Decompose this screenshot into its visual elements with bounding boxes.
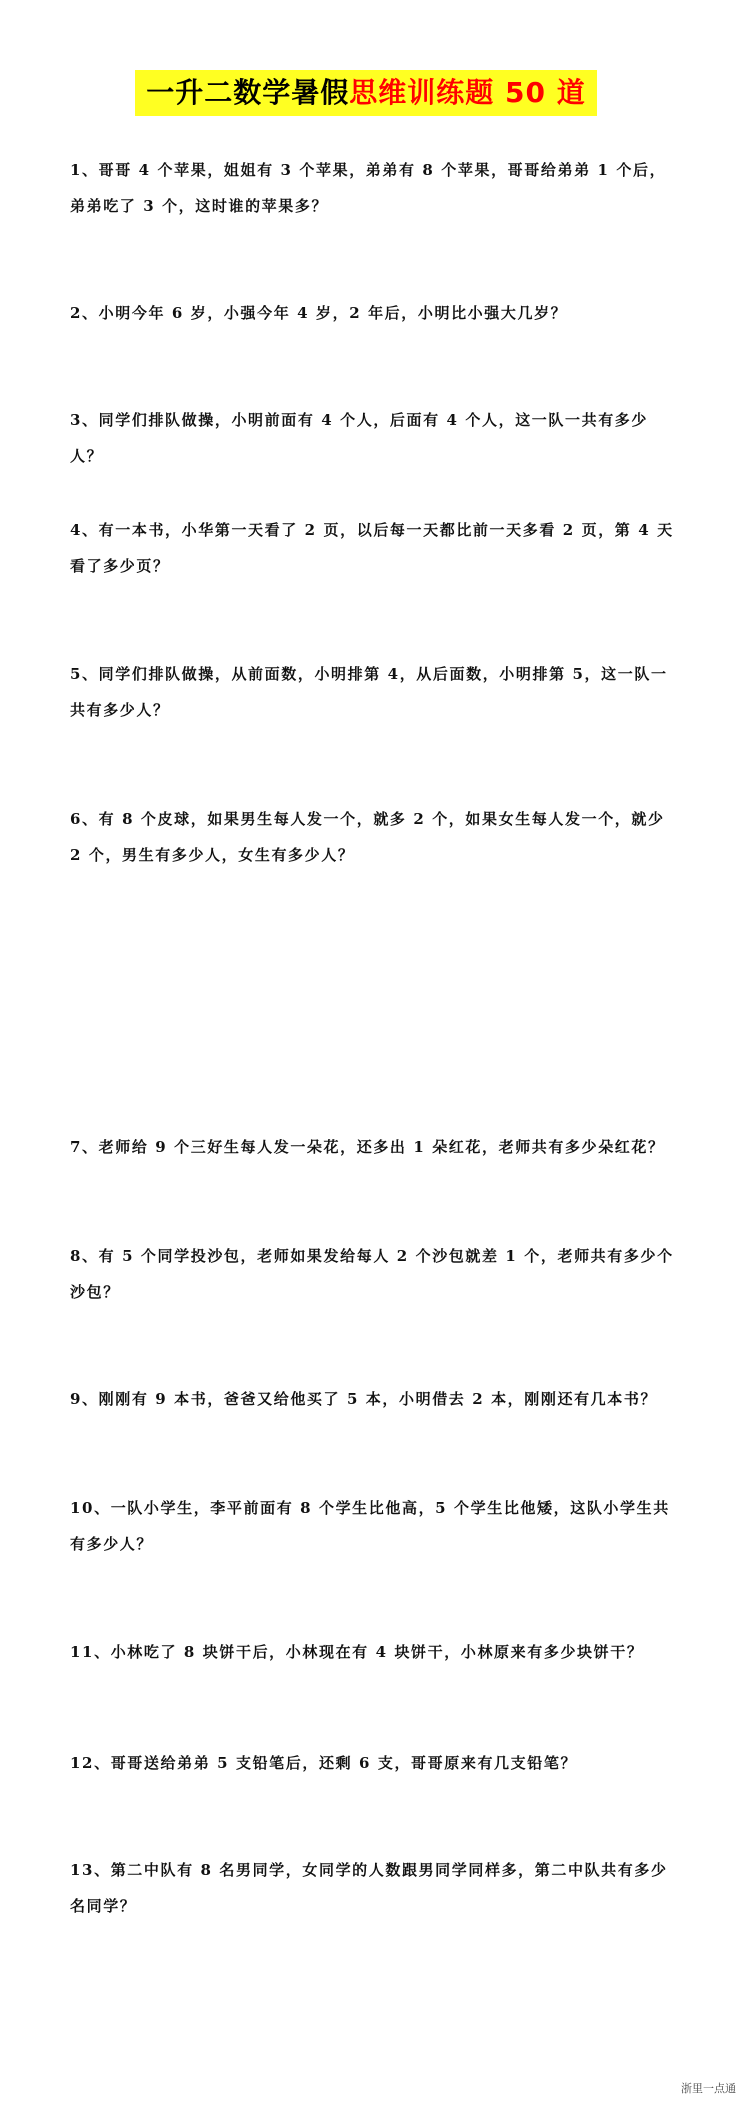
question-text: 一队小学生，李平前面有 8 个学生比他高，5 个学生比他矮，这队小学生共有多少人？ [70,1499,670,1553]
question-9 [70,1381,680,1417]
question-text: 有一本书，小华第一天看了 2 页，以后每一天都比前一天多看 2 页，第 4 天看了多少页？ [70,521,674,575]
question-1 [70,152,680,224]
question-11 [70,1634,680,1670]
question-text: 有 8 个皮球，如果男生每人发一个，就多 2 个，如果女生每人发一个，就少 2 个，男生有多少人，女生有多少人？ [70,810,665,864]
question-3 [70,402,680,474]
watermark: 浙里一点通 [681,2082,736,2095]
question-text: 小明今年 6 岁，小强今年 4 岁，2 年后，小明比小强大几岁？ [98,304,568,322]
question-number: 2、 [70,304,99,322]
page-title [135,70,597,116]
question-5 [70,656,680,728]
question-13 [70,1852,680,1924]
question-text: 老师给 9 个三好生每人发一朵花，还多出 1 朵红花，老师共有多少朵红花？ [98,1138,665,1156]
question-text: 第二中队有 8 名男同学，女同学的人数跟男同学同样多，第二中队共有多少名同学？ [70,1861,668,1915]
question-text: 同学们排队做操，小明前面有 4 个人，后面有 4 个人，这一队一共有多少人？ [70,411,649,465]
question-7 [70,1129,680,1165]
question-10 [70,1490,680,1562]
question-number: 1、 [70,161,99,179]
question-number: 13、 [70,1861,111,1879]
question-number: 6、 [70,810,99,828]
question-8 [70,1238,680,1310]
title-black-part: 一升二数学暑假 [146,76,350,109]
question-text: 哥哥 4 个苹果，姐姐有 3 个苹果，弟弟有 8 个苹果，哥哥给弟弟 1 个后，弟弟吃了 3 个，这时谁的苹果多？ [70,161,667,215]
question-number: 12、 [70,1754,111,1772]
question-text: 有 5 个同学投沙包，老师如果发给每人 2 个沙包就差 1 个，老师共有多少个沙包？ [70,1247,674,1301]
question-12 [70,1745,680,1781]
question-number: 9、 [70,1390,99,1408]
question-number: 7、 [70,1138,99,1156]
question-text: 小林吃了 8 块饼干后，小林现在有 4 块饼干，小林原来有多少块饼干？ [110,1643,644,1661]
title-red-part: 思维训练题 50 道 [349,76,586,109]
question-6 [70,801,680,873]
question-text: 同学们排队做操，从前面数，小明排第 4，从后面数，小明排第 5，这一队一共有多少人？ [70,665,668,719]
question-text: 刚刚有 9 本书，爸爸又给他买了 5 本，小明借去 2 本，刚刚还有几本书？ [98,1390,658,1408]
question-number: 10、 [70,1499,111,1517]
question-number: 8、 [70,1247,99,1265]
question-number: 3、 [70,411,99,429]
question-number: 11、 [70,1643,111,1661]
question-2 [70,295,680,331]
question-number: 5、 [70,665,99,683]
question-number: 4、 [70,521,99,539]
question-4 [70,512,680,584]
question-text: 哥哥送给弟弟 5 支铅笔后，还剩 6 支，哥哥原来有几支铅笔？ [110,1754,578,1772]
